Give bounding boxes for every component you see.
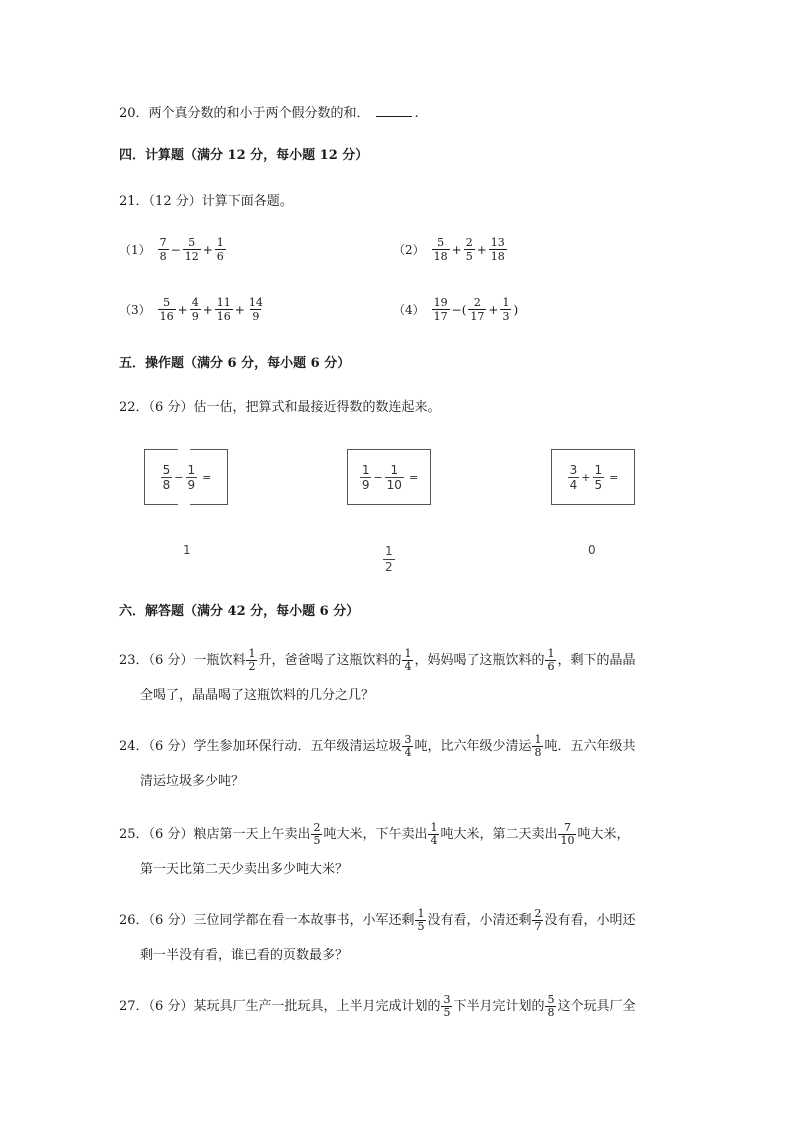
fraction: $\frac{1}{2}$ <box>248 647 256 673</box>
expression-box-2[interactable] <box>347 449 431 505</box>
text: ，剩下的晶晶 <box>557 653 636 668</box>
numerator: 13 <box>490 236 505 249</box>
fraction: $\frac{3}{5}$ <box>443 993 451 1019</box>
operator: + <box>202 302 213 317</box>
text: 吨，比六年级少清运 <box>414 739 532 754</box>
operator: − <box>373 470 383 484</box>
text: 没有看，小明还 <box>544 913 636 928</box>
numerator: 5 <box>437 236 445 249</box>
calc-item-label: （3） <box>119 303 151 317</box>
expression-box-3[interactable] <box>551 449 635 505</box>
question-21: 21．（12 分）计算下面各题。 <box>119 194 293 209</box>
question-23-line-2: 全喝了，晶晶喝了这瓶饮料的几分之几？ <box>140 688 375 703</box>
answer-blank[interactable] <box>376 104 412 117</box>
text: 吨大米，第二天卖出 <box>440 827 558 842</box>
denominator: 6 <box>216 250 224 263</box>
numerator: 7 <box>159 236 167 249</box>
question-22: 22．（6 分）估一估，把算式和最接近得数的数连起来。 <box>119 400 441 415</box>
fraction: $\frac{1}{4}$ <box>430 821 438 847</box>
calc-item-label: （2） <box>393 243 425 257</box>
question-25-line-2: 第一天比第二天少卖出多少吨大米？ <box>140 862 349 877</box>
fraction <box>468 296 486 323</box>
denominator: 18 <box>490 250 505 263</box>
denominator: 12 <box>184 250 199 263</box>
fraction: $\frac{1}{10}$ <box>386 462 402 492</box>
section-5-title: 五．操作题（满分 6 分，每小题 6 分） <box>119 356 351 371</box>
operator: + <box>177 302 188 317</box>
fraction: $\frac{1}{4}$ <box>404 647 412 673</box>
text: 下半月完计划的 <box>453 999 545 1014</box>
denominator: 18 <box>433 250 448 263</box>
denominator: 8 <box>159 250 167 263</box>
fraction <box>432 296 450 323</box>
section-4-title: 四．计算题（满分 12 分，每小题 12 分） <box>119 148 369 163</box>
fraction: $\frac{2}{5}$ <box>313 821 321 847</box>
question-27-line-1 <box>119 994 635 1019</box>
numerator: 1 <box>216 236 224 249</box>
denominator: 3 <box>502 310 510 323</box>
denominator: 17 <box>433 310 448 323</box>
fraction: $\frac{3}{4}$ <box>404 733 412 759</box>
denominator: 9 <box>252 310 260 323</box>
answer-option-1[interactable]: 1 <box>183 543 191 557</box>
operator: + <box>202 242 213 257</box>
numerator: 1 <box>502 296 510 309</box>
operator: + <box>581 470 591 484</box>
fraction: $\frac{1}{9}$ <box>361 462 370 492</box>
operator: − <box>174 470 184 484</box>
numerator: 2 <box>473 296 481 309</box>
text: 23．（6 分）一瓶饮料 <box>119 653 246 668</box>
operator: + <box>234 302 245 317</box>
equals-sign: = <box>408 470 419 484</box>
question-25-line-1 <box>119 822 630 847</box>
fraction: $\frac{1}{8}$ <box>534 733 542 759</box>
operator: −( <box>451 302 467 317</box>
answer-option-0[interactable]: 0 <box>588 543 596 557</box>
question-24-line-2: 清运垃圾多少吨？ <box>140 774 245 789</box>
fraction: $\frac{1}{9}$ <box>187 462 196 492</box>
numerator: 19 <box>433 296 448 309</box>
fraction <box>489 236 507 263</box>
fraction <box>158 296 176 323</box>
question-24-line-1 <box>119 734 635 759</box>
text: 升，爸爸喝了这瓶饮料的 <box>258 653 402 668</box>
operator: − <box>170 242 181 257</box>
text: 这个玩具厂全 <box>557 999 636 1014</box>
fraction <box>215 296 233 323</box>
numerator: 2 <box>465 236 473 249</box>
question-20-text: 20．两个真分数的和小于两个假分数的和． <box>119 106 370 121</box>
fraction: $\frac{3}{4}$ <box>569 462 578 492</box>
fraction: $\frac{5}{8}$ <box>162 462 171 492</box>
text: 没有看，小清还剩 <box>427 913 532 928</box>
question-20-end: . <box>414 106 419 121</box>
calc-item-2 <box>393 236 508 263</box>
denominator: 9 <box>191 310 199 323</box>
fraction <box>183 236 201 263</box>
operator: + <box>488 302 499 317</box>
fraction <box>464 236 475 263</box>
fraction: $\frac{7}{10}$ <box>560 821 575 847</box>
operator: + <box>476 242 487 257</box>
question-26-line-1 <box>119 908 635 933</box>
numerator: 14 <box>248 296 263 309</box>
answer-option-half[interactable] <box>382 544 396 575</box>
fraction: $\frac{5}{8}$ <box>547 993 555 1019</box>
denominator: 16 <box>159 310 174 323</box>
numerator: 5 <box>188 236 196 249</box>
text: 26．（6 分）三位同学都在看一本故事书，小军还剩 <box>119 913 415 928</box>
text: 吨大米， <box>577 827 630 842</box>
calc-item-label: （4） <box>393 303 425 317</box>
equals-sign: = <box>609 470 619 484</box>
question-26-line-2: 剩一半没有看，谁已看的页数最多？ <box>140 948 349 963</box>
fraction <box>190 296 201 323</box>
question-23-line-1 <box>119 648 636 673</box>
question-20 <box>119 104 419 124</box>
expression-box-1[interactable] <box>144 449 228 505</box>
numerator: 4 <box>191 296 199 309</box>
fraction: $\frac{1}{6}$ <box>547 647 555 673</box>
text: 吨．五六年级共 <box>544 739 636 754</box>
fraction <box>215 236 226 263</box>
fraction <box>500 296 511 323</box>
denominator: 16 <box>216 310 231 323</box>
fraction <box>432 236 450 263</box>
calc-item-label: （1） <box>119 243 151 257</box>
denominator: 17 <box>470 310 485 323</box>
fraction: $\frac{1}{5}$ <box>417 907 425 933</box>
numerator: 5 <box>163 296 171 309</box>
numerator: 11 <box>216 296 231 309</box>
fraction: $\frac{2}{7}$ <box>534 907 542 933</box>
text: 24．（6 分）学生参加环保行动．五年级清运垃圾 <box>119 739 402 754</box>
equals-sign: = <box>202 470 212 484</box>
calc-item-3 <box>119 296 266 323</box>
fraction <box>158 236 169 263</box>
operator: + <box>451 242 462 257</box>
operator: ) <box>513 302 519 317</box>
text: 25．（6 分）粮店第一天上午卖出 <box>119 827 311 842</box>
text: 吨大米，下午卖出 <box>323 827 428 842</box>
calc-item-4 <box>393 296 519 323</box>
text: ，妈妈喝了这瓶饮料的 <box>414 653 545 668</box>
fraction: $\frac{1}{5}$ <box>594 462 603 492</box>
text: 27．（6 分）某玩具厂生产一批玩具，上半月完成计划的 <box>119 999 441 1014</box>
fraction: $\frac{1}{2}$ <box>385 544 393 574</box>
section-6-title: 六．解答题（满分 42 分，每小题 6 分） <box>119 604 360 619</box>
fraction <box>247 296 265 323</box>
denominator: 5 <box>465 250 473 263</box>
calc-item-1 <box>119 236 227 263</box>
